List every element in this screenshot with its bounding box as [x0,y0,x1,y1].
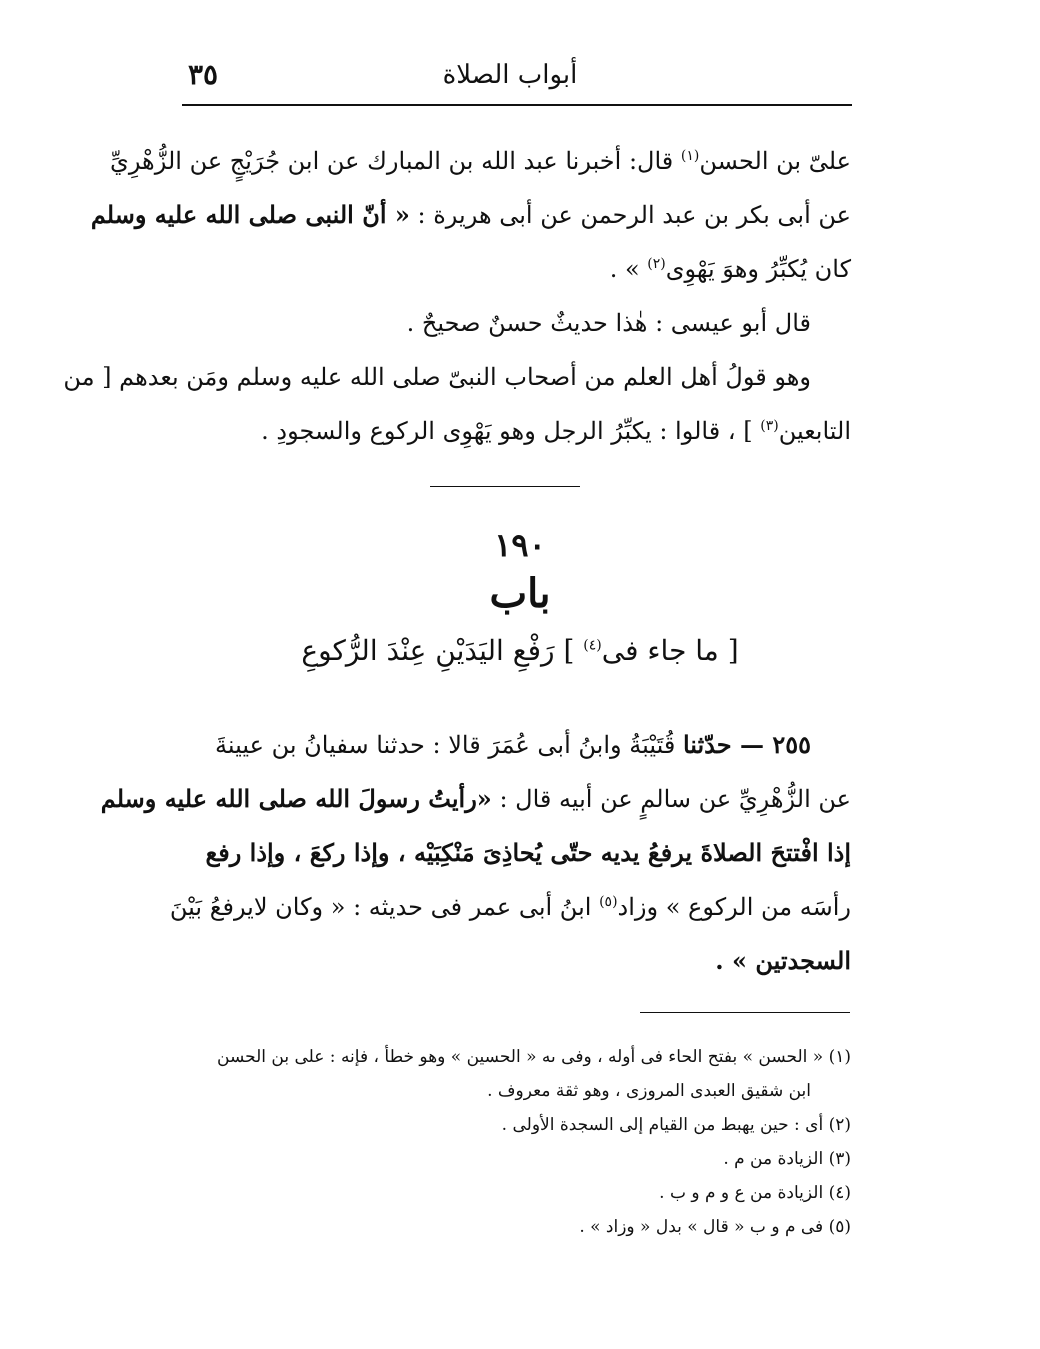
chapter-number: ١٩٠ [494,526,546,564]
text-fragment: ] ، قالوا : يكبِّرُ الرجل وهو يَهْوِى الركوع والسجودِ . [261,417,753,445]
footnote-2: (٢) أى : حين يهبط من القيام إلى السجدة الأولى . [501,1115,851,1135]
footnote-marker: (٢) [647,256,666,272]
text-fragment: ابنُ أبى عمر فى حديثه : « وكان لايرفعُ بَيْنَ [169,893,592,921]
text-fragment: كان يُكبِّرُ وهوَ يَهْوِى [665,255,851,283]
footnote-rule [640,1012,850,1013]
footnotes [176,1040,851,1244]
footnote-marker: (٤) [583,637,602,654]
quoted-text: « أنّ النبى صلى الله عليه وسلم [90,200,410,229]
running-header-title: أبواب الصلاة [442,60,578,90]
text-line [186,826,851,880]
text-fragment: عن الزُّهْرِيِّ عن سالمٍ عن أبيه قال : [499,785,851,813]
text-fragment: قال: أخبرنا عبد الله بن المبارك عن ابن جُرَيْجٍ عن الزُّهْرِيِّ [110,147,674,175]
text-fragment: رأسَه من الركوع » وزاد [617,893,851,921]
text-fragment: عن أبى بكر بن عبد الرحمن عن أبى هريرة : [417,201,851,229]
text-line [186,404,851,458]
text-fragment: قال أبو عيسى : هٰذا حديثٌ حسنٌ صحيحٌ . [406,309,811,337]
text-line [186,718,851,772]
text-fragment: قُتَيْبَةُ وابنُ أبى عُمَرَ قالا : حدثنا سفيانُ بن عيينةَ [215,731,676,759]
footnote-marker: (٥) [599,894,618,910]
text-fragment: علىّ بن الحسن [699,147,851,175]
footnote-5: (٥) فى م و ب « قال » بدل « وزاد » . [579,1217,851,1237]
text-line [186,242,851,296]
page-number: ٣٥ [188,58,219,91]
quoted-text: السجدتين » . [715,946,851,975]
text-line [100,772,851,826]
hadith-paragraph [100,718,851,988]
subtitle-fragment: ] رَفْعِ اليَدَيْنِ عِنْدَ الرُّكوعِ [301,634,575,667]
footnote-1: (١) « الحسن » بفتح الحاء فى أوله ، وفى ىه « الحسين » وهو خطأ ، فإنه : على بن الحسن [217,1047,851,1067]
hadith-number: ٢٥٥ — حدّثنا [682,730,811,759]
text-fragment: » . [609,255,640,283]
quoted-text: إذا افْتتحَ الصلاةَ يرفعُ يديه حتّى يُحاذِىَ مَنْكِبَيْه ، وإذا ركعَ ، وإذا رفع [205,838,851,867]
footnote-4: (٤) الزيادة من ع و م و ب . [659,1183,851,1203]
text-fragment: التابعين [778,417,851,445]
chapter-title: باب [489,570,551,617]
footnote-3: (٣) الزيادة من م . [723,1149,851,1169]
opening-paragraphs [63,134,851,458]
text-line [186,296,851,350]
text-line [90,188,851,242]
text-line [169,880,851,934]
subtitle-fragment: [ ما جاء فى [601,634,739,667]
section-separator [430,486,580,487]
footnote-marker: (٣) [760,418,779,434]
text-line [110,134,851,188]
text-line [186,934,851,988]
footnote-marker: (١) [680,148,700,164]
quoted-text: «رأيتُ رسولَ الله صلى الله عليه وسلم [100,784,492,813]
footnote-1-continued: ابن شقيق العبدى المروزى ، وهو ثقة معروف . [487,1081,811,1101]
header-rule [182,104,852,106]
text-fragment: وهو قولُ أهل العلم من أصحاب النبىّ صلى الله عليه وسلم ومَن بعدهم [ من [63,363,811,391]
text-line [63,350,851,404]
chapter-subtitle [0,634,1040,667]
